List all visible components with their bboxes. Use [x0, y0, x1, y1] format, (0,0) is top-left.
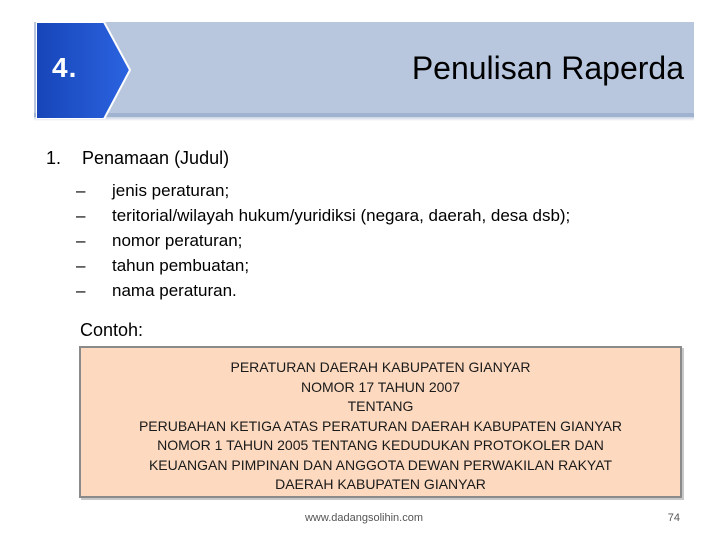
sub-list [76, 178, 570, 303]
dash-bullet: – [76, 231, 86, 250]
dash-bullet: – [76, 181, 86, 200]
footer-url: www.dadangsolihin.com [304, 512, 423, 524]
sub-list-item [76, 203, 570, 228]
example-line: NOMOR 17 TAHUN 2007 [301, 378, 460, 395]
arrow-tab-shape [36, 22, 132, 119]
dash-bullet: – [76, 206, 86, 225]
main-list-number: 1. [46, 148, 62, 168]
example-line: TENTANG [347, 398, 414, 414]
example-line: KEUANGAN PIMPINAN DAN ANGGOTA DEWAN PERWAKILAN RAKYAT [148, 456, 613, 473]
sub-list-item [76, 253, 570, 278]
sub-item-text: nomor peraturan; [112, 231, 243, 250]
sub-item-text: tahun pembuatan; [112, 256, 250, 275]
example-box [79, 346, 682, 498]
sub-item-text: jenis peraturan; [112, 181, 230, 200]
sub-list-item [76, 178, 570, 203]
page-number: 74 [667, 512, 680, 524]
sub-item-text: teritorial/wilayah hukum/yuridiksi (negara, daerah, desa dsb); [112, 206, 571, 225]
main-list-label: Penamaan (Judul) [82, 148, 230, 168]
example-line: NOMOR 1 TAHUN 2005 TENTANG KEDUDUKAN PROTOKOLER DAN [157, 437, 604, 453]
main-list-item [46, 148, 229, 169]
dash-bullet: – [76, 256, 86, 275]
page-title: Penulisan Raperda [411, 50, 684, 86]
section-number: 4. [52, 52, 78, 83]
example-line: PERUBAHAN KETIGA ATAS PERATURAN DAERAH KABUPATEN GIANYAR [138, 417, 623, 434]
sub-list-item [76, 278, 570, 303]
sub-list-item [76, 228, 570, 253]
example-line: PERATURAN DAERAH KABUPATEN GIANYAR [230, 359, 531, 375]
example-label: Contoh: [80, 320, 144, 340]
dash-bullet: – [76, 281, 86, 300]
section-number-tab [36, 22, 132, 119]
example-line: DAERAH KABUPATEN GIANYAR [275, 476, 486, 492]
sub-item-text: nama peraturan. [112, 281, 237, 300]
title-band-shadow [34, 117, 694, 121]
